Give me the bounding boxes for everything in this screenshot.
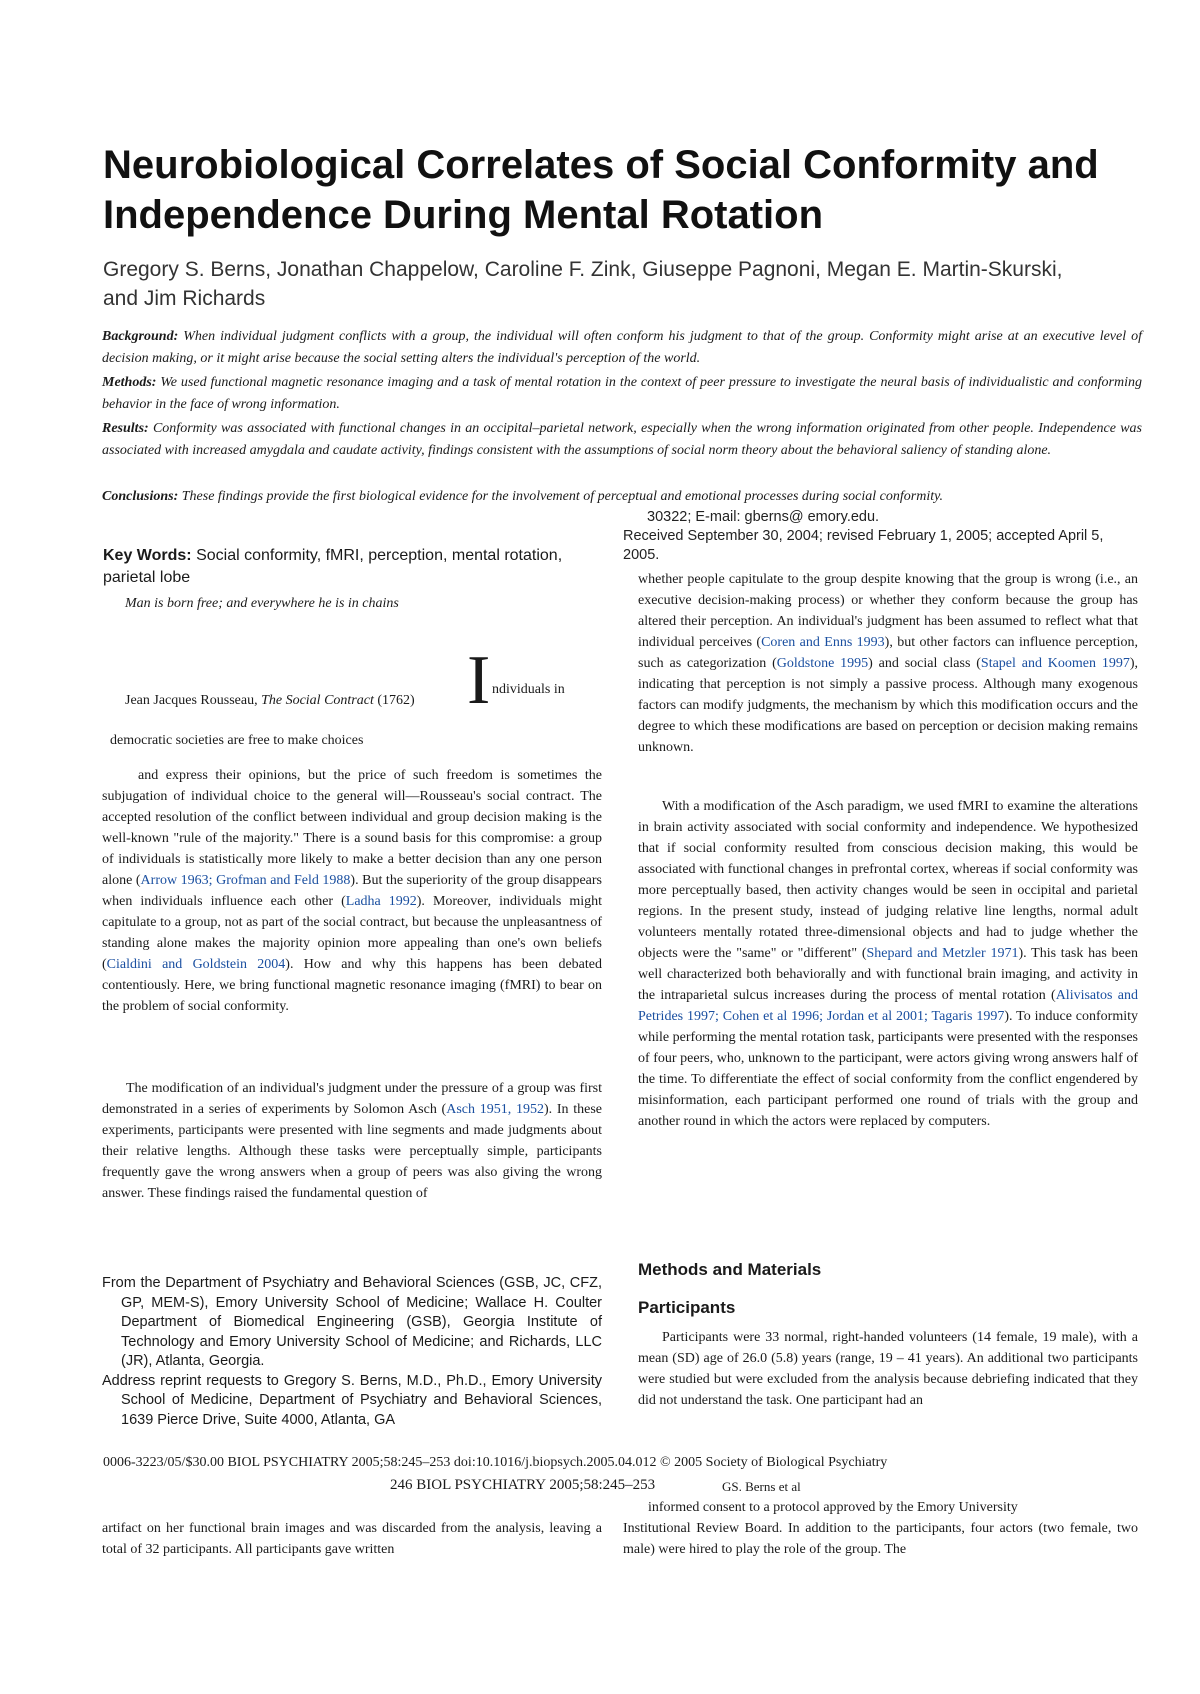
citation-link[interactable]: Coren and Enns 1993 <box>761 635 885 650</box>
citation-link[interactable]: Goldstone 1995 <box>776 656 869 671</box>
intro-paragraph-4 <box>638 796 1138 1132</box>
running-head-author: GS. Berns et al <box>722 1479 801 1494</box>
citation-link[interactable]: Shepard and Metzler 1971 <box>866 946 1019 961</box>
text-run: informed consent to a protocol approved by the Emory University <box>648 1500 1018 1515</box>
citation-link[interactable]: Cialdini and Goldstein 2004 <box>106 957 286 972</box>
abstract-methods-text: We used functional magnetic resonance imaging and a task of mental rotation in the context of peer pressure to investigate the neural basis of individualistic and conforming behavior in the face of wrong information. <box>102 375 1142 412</box>
attribution-year: (1762) <box>377 693 415 708</box>
citation-link[interactable]: Alivisatos and Petrides 1997; Cohen et al 1996; Jordan et al 2001; Tagaris 1997 <box>638 988 1138 1024</box>
abstract-conclusions <box>102 486 1142 508</box>
abstract-background-label: Background: <box>102 329 179 344</box>
text-run: and express their opinions, but the price of such freedom is sometimes the subjugation of individual choice to the general will—Rousseau's social contract. The accepted resolution of the conflict between individual and group decision making is the well-known "rule of the majority." There is a sound basis for this compromise: a group of individuals is statistically more likely to make a better decision than any one person alone ( <box>102 768 602 888</box>
epigraph-attribution <box>125 693 415 709</box>
keywords-label: Key Words: <box>103 547 192 564</box>
text-run: ), but other factors can influence perception, such as categorization ( <box>638 635 1138 671</box>
affiliation-text: From the Department of Psychiatry and Behavioral Sciences (GSB, JC, CFZ, GP, MEM-S), Emory University School of Medicine; Wallace H. Coulter Department of Biomedical Engineering (GSB), Georgia Institute of Technology and Emory University School of Medicine; and Richards, LLC (JR), Atlanta, Georgia. <box>102 1275 602 1369</box>
received-dates: Received September 30, 2004; revised February 1, 2005; accepted April 5, 2005. <box>623 528 1104 563</box>
page2-right-paragraph <box>623 1497 1138 1560</box>
abstract-background-text: When individual judgment conflicts with a group, the individual will often conform his judgment to that of the group. Conformity might arise at an executive level of decision making, or it might arise because the social setting alters the individual's perception of the world. <box>102 329 1143 366</box>
text-run: Institutional Review Board. In addition to the participants, four actors (two female, two male) were hired to play the role of the group. The <box>623 1521 1138 1557</box>
participants-paragraph: Participants were 33 normal, right-handed volunteers (14 female, 19 male), with a mean (SD) age of 26.0 (5.8) years (range, 19 – 41 years). An additional two participants were studied but were excluded from the analysis because debriefing indicated that they did not understand the task. One participant had an <box>638 1330 1138 1408</box>
citation-link[interactable]: Arrow 1963; Grofman and Feld 1988 <box>140 873 351 888</box>
paper-title: Neurobiological Correlates of Social Conformity and Independence During Mental Rotation <box>103 143 1099 237</box>
intro-paragraph-2 <box>102 1078 602 1204</box>
drop-cap: I <box>467 642 491 719</box>
abstract-results-label: Results: <box>102 421 149 436</box>
citation-link[interactable]: Ladha 1992 <box>345 894 417 909</box>
text-run: ) and social class ( <box>868 656 981 671</box>
abstract-methods-label: Methods: <box>102 375 157 390</box>
author-list: Gregory S. Berns, Jonathan Chappelow, Caroline F. Zink, Giuseppe Pagnoni, Megan E. Martin-Skurski, and Jim Richards <box>103 258 1063 310</box>
abstract-conclusions-label: Conclusions: <box>102 489 179 504</box>
page2-left-paragraph: artifact on her functional brain images and was discarded from the analysis, leaving a total of 32 participants. All participants gave written <box>102 1521 602 1557</box>
section-heading-methods: Methods and Materials <box>638 1260 822 1279</box>
text-run: ). To induce conformity while performing the mental rotation task, participants were presented with the responses of four peers, who, unknown to the participant, were actors giving wrong answers half of the time. To differentiate the effect of social conformity from the conflict engendered by misinformation, each participant performed one round of trials with the group and another round in which the actors were replaced by computers. <box>638 1009 1139 1129</box>
text-run: ). How and why this happens has been debated contentiously. Here, we bring functional magnetic resonance imaging (fMRI) to bear on the problem of social conformity. <box>102 957 603 1014</box>
keywords <box>103 545 563 589</box>
text-run: ). This task has been well characterized both behaviorally and with functional brain imaging, and activity in the intraparietal sulcus increases during the process of mental rotation ( <box>638 946 1138 1003</box>
intro-continuation: democratic societies are free to make choices <box>110 733 364 748</box>
contact-email: 30322; E-mail: gberns@ emory.edu. <box>647 509 880 525</box>
affiliation-footnote <box>102 1274 602 1430</box>
intro-paragraph-3 <box>638 569 1138 758</box>
keywords-text: Social conformity, fMRI, perception, mental rotation, parietal lobe <box>103 547 563 586</box>
text-run: ). But the superiority of the group disappears when individuals influence each other ( <box>102 873 603 909</box>
text-run: ), indicating that perception is not simply a passive process. Although many exogenous factors can modify judgments, the mechanism by which this modification occurs and the degree to which these modifications are based on perception or decision making remains unknown. <box>638 656 1138 755</box>
citation-link[interactable]: Stapel and Koomen 1997 <box>980 656 1130 671</box>
text-run: The modification of an individual's judgment under the pressure of a group was first demonstrated in a series of experiments by Solomon Asch ( <box>102 1081 602 1117</box>
text-run: ). In these experiments, participants were presented with line segments and made judgments about their relative lengths. Although these tasks were perceptually simple, participants frequently gave the wrong answers when a group of peers was also giving the wrong answer. These findings raised the fundamental question of <box>102 1102 603 1201</box>
abstract-conclusions-text: These findings provide the first biological evidence for the involvement of perceptual and emotional processes during social conformity. <box>181 489 944 504</box>
citation-link[interactable]: Asch 1951, 1952 <box>446 1102 544 1117</box>
subsection-heading-participants: Participants <box>638 1298 736 1317</box>
epigraph: Man is born free; and everywhere he is in chains <box>125 596 399 611</box>
running-head: 246 BIOL PSYCHIATRY 2005;58:245–253 <box>390 1477 656 1493</box>
abstract-background <box>102 326 1142 370</box>
abstract-methods <box>102 372 1142 416</box>
attribution-work: The Social Contract <box>261 693 374 708</box>
text-run: whether people capitulate to the group despite knowing that the group is wrong (i.e., an executive decision-making process) or whether they conform because the group has altered their perception. An individual's judgment has been assumed to reflect what that individual perceives ( <box>638 572 1138 650</box>
text-run: ). Moreover, individuals might capitulate to a group, not as part of the social contract, but because the unpleasantness of standing alone makes the majority opinion more appealing than one's own beliefs ( <box>102 894 602 972</box>
drop-cap-continuation: ndividuals in <box>492 682 565 697</box>
text-run: With a modification of the Asch paradigm, we used fMRI to examine the alterations in brain activity associated with social conformity and independence. We hypothesized that if social conformity resulted from conscious decision making, this would be associated with functional changes in prefrontal cortex, whereas if social conformity was more perceptually based, then activity changes would be seen in occipital and parietal regions. In the present study, instead of judging relative line lengths, normal adult volunteers mentally rotated three-dimensional objects and had to judge whether the objects were the "same" or "different" ( <box>638 799 1138 961</box>
reprint-address: Address reprint requests to Gregory S. Berns, M.D., Ph.D., Emory University School of Medicine, Department of Psychiatry and Behavioral Sciences, 1639 Pierce Drive, Suite 4000, Atlanta, GA <box>102 1372 602 1428</box>
attribution-author: Jean Jacques Rousseau, <box>125 693 258 708</box>
intro-paragraph-1 <box>102 765 602 1017</box>
abstract-results-text: Conformity was associated with functional changes in an occipital–parietal network, especially when the wrong information originated from other people. Independence was associated with increased amygdala and caudate activity, findings consistent with the assumptions of social norm theory about the behavioral saliency of standing alone. <box>102 421 1142 458</box>
abstract-results <box>102 418 1142 462</box>
journal-footer: 0006-3223/05/$30.00 BIOL PSYCHIATRY 2005;58:245–253 doi:10.1016/j.biopsych.2005.04.012 © 2005 Society of Biological Psychiatry <box>103 1455 888 1470</box>
